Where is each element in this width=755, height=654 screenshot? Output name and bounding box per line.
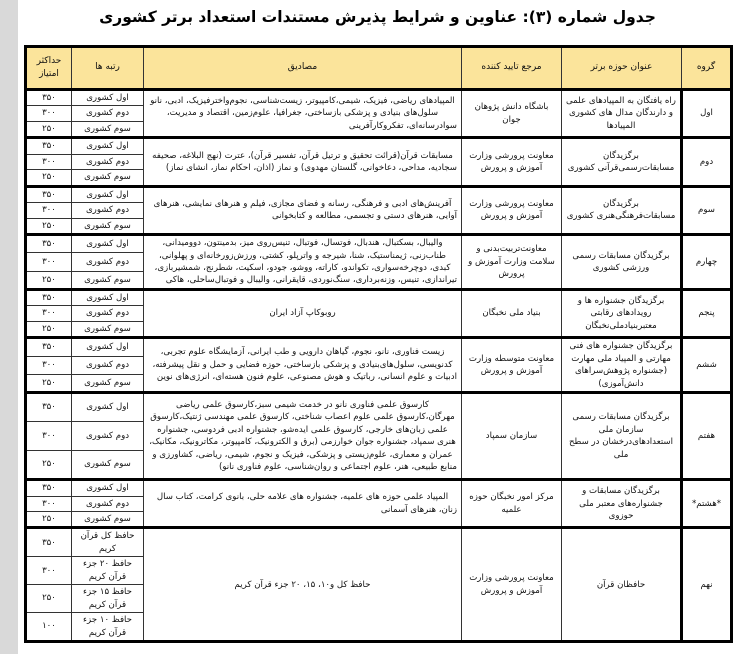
examples: زیست فناوری، نانو، نجوم، گیاهان دارویی و طب ایرانی، آزمایشگاه علوم تجربی، کدنویسی، سلول‌های‌بنیادی و پزشکی بازساختی، حوزه فضایی و حمل و نقل پیشرفته، ادبیات و علوم انسانی، رباتیک و هوش مصنوعی، علوم فنون هسته‌ای، انرژی‌های نوین	[144, 338, 462, 393]
rank-label: دوم کشوری	[72, 253, 144, 271]
rank-label: حافظ ۲۰ جزء قرآن کریم	[72, 557, 144, 585]
field-title: برگزیدگان مسابقات رسمی ورزشی کشوری	[562, 235, 682, 290]
group-name: پنجم	[682, 289, 732, 337]
rank-label: دوم کشوری	[72, 203, 144, 218]
rank-label: سوم کشوری	[72, 511, 144, 527]
table-title: جدول شماره (۳): عناوین و شرایط پذیرش مستندات استعداد برتر کشوری	[99, 8, 656, 26]
verifier: معاونت‌تربیت‌بدنی و سلامت وزارت آموزش و پرورش	[462, 235, 562, 290]
field-title: برگزیدگان مسابقات‌فرهنگی‌هنری کشوری	[562, 186, 682, 234]
group-name: هفتم	[682, 393, 732, 480]
rank-label: اول کشوری	[72, 393, 144, 422]
header-group: گروه	[682, 47, 732, 90]
examples: آفرینش‌های ادبی و فرهنگی، رسانه و فضای مجازی، فیلم و هنرهای نمایشی، هنرهای آوایی، هنرهای دستی و تجسمی، مطالعه و کتابخوانی	[144, 186, 462, 234]
max-score-value: ۳۰۰	[26, 496, 72, 511]
header-row	[26, 47, 732, 90]
max-score-value: ۳۰۰	[26, 422, 72, 451]
rank-label: اول کشوری	[72, 90, 144, 106]
verifier: باشگاه دانش پژوهان جوان	[462, 90, 562, 138]
max-score-value: ۲۵۰	[26, 271, 72, 289]
group-name: نهم	[682, 528, 732, 642]
rank-label: اول کشوری	[72, 138, 144, 154]
verifier: معاونت پرورشی وزارت آموزش و پرورش	[462, 528, 562, 642]
max-score-value: ۳۵۰	[26, 90, 72, 106]
table-row	[26, 138, 732, 154]
rank-label: دوم کشوری	[72, 496, 144, 511]
group-name: *هشتم*	[682, 480, 732, 528]
rank-label: سوم کشوری	[72, 374, 144, 392]
max-score-value: ۱۰۰	[26, 613, 72, 642]
rank-label: حافظ کل قرآن کریم	[72, 528, 144, 557]
table-row	[26, 480, 732, 496]
examples: حافظ کل و۱۰، ۱۵، ۲۰ جزء قرآن کریم	[144, 528, 462, 642]
max-score-value: ۳۵۰	[26, 528, 72, 557]
rank-label: سوم کشوری	[72, 271, 144, 289]
rank-label: دوم کشوری	[72, 154, 144, 169]
field-title: برگزیدگان مسابقات‌رسمی‌قرآنی کشوری	[562, 138, 682, 186]
verifier: مرکز امور نخبگان حوزه علمیه	[462, 480, 562, 528]
max-score-value: ۳۰۰	[26, 253, 72, 271]
max-score-value: ۳۰۰	[26, 154, 72, 169]
rank-label: اول کشوری	[72, 338, 144, 356]
max-score-value: ۳۰۰	[26, 557, 72, 585]
max-score-value: ۲۵۰	[26, 374, 72, 392]
max-score-value: ۳۵۰	[26, 480, 72, 496]
table-row	[26, 235, 732, 253]
field-title: حافظان قرآن	[562, 528, 682, 642]
field-title: راه یافتگان به المپیادهای علمی و دارندگان مدال های کشوری المپیادها	[562, 90, 682, 138]
examples: والیبال، بسکتبال، هندبال، فوتسال، فوتبال، تنیس‌روی میز، بدمینتون، دوومیدانی، طناب‌زنی، ژیمناستیک، شنا، شیرجه و واترپلو، کشتی، ورزش‌زورخانه‌ای و پهلوانی، کبدی، دوچرخه‌سواری، تکواندو، کاراته، ووشو، جودو، اسکیت، شطرنج، شمشیربازی، تیراندازی، تنیس، وزنه‌برداری، سنگ‌نوردی، قایقرانی، والیبال و فوتبال‌ساحلی، هاکی	[144, 235, 462, 290]
group-name: ششم	[682, 338, 732, 393]
rank-label: دوم کشوری	[72, 306, 144, 321]
examples: مسابقات قرآن(قرائت تحقیق و ترتیل قرآن، تفسیر قرآن)، عترت (نهج البلاغه، صحیفه سجادیه، مداحی، دعاخوانی، گلستان مهدوی) و نماز (اذان، احکام نماز، انشای نماز)	[144, 138, 462, 186]
max-score-value: ۲۵۰	[26, 585, 72, 613]
verifier: معاونت پرورشی وزارت آموزش و پرورش	[462, 138, 562, 186]
max-score-value: ۲۵۰	[26, 451, 72, 480]
max-score-value: ۳۵۰	[26, 289, 72, 305]
rank-label: سوم کشوری	[72, 321, 144, 337]
max-score-value: ۳۵۰	[26, 393, 72, 422]
rank-label: دوم کشوری	[72, 422, 144, 451]
examples: المپیادهای ریاضی، فیزیک، شیمی،کامپیوتر، زیست‌شناسی، نجوم‌واخترفیزیک، ادبی، نانو سلول‌های بنیادی و پزشکی بازساختی، جغرافیا، علوم‌زمین، اقتصاد و مدیریت، سوادرسانه‌ای، تفکروکارآفرینی	[144, 90, 462, 138]
rank-label: دوم کشوری	[72, 106, 144, 121]
table-row	[26, 90, 732, 106]
rank-label: اول کشوری	[72, 289, 144, 305]
header-examples: مصادیق	[144, 47, 462, 90]
rank-label: حافظ ۱۰ جزء قرآن کریم	[72, 613, 144, 642]
max-score-value: ۳۰۰	[26, 356, 72, 374]
max-score-value: ۳۰۰	[26, 203, 72, 218]
rank-label: سوم کشوری	[72, 170, 144, 186]
max-score-value: ۲۵۰	[26, 218, 72, 234]
group-name: چهارم	[682, 235, 732, 290]
examples: کارسوق علمی فناوری نانو در خدمت شیمی سبز،کارسوق علمی ریاضی مهرگان،کارسوق علمی علوم اعصاب شناختی، کارسوق علمی مهندسی ژنتیک،کارسوق علمی زبان‌های خارجی، کارسوق علمی ایده‌شو، جشنواره ادبی فردوسی، جشنواره هنری سمپاد، جشنواره جوان خوارزمی (برق و الکترونیک، کامپیوتر، مکاترونیک، مکانیک، عمران و معماری، علوم‌زیستی و پزشکی، فیزیک و نجوم، شیمی، ریاضی، کشاورزی و منابع طبیعی، هنر، علوم اجتماعی و روان‌شناسی، علوم فناوری نانو)	[144, 393, 462, 480]
rank-label: سوم کشوری	[72, 451, 144, 480]
field-title: برگزیدگان جشنواره های فنی مهارتی و المپیاد ملی مهارت (جشنواره پژوهش‌سراهای دانش‌آموزی)	[562, 338, 682, 393]
rank-label: سوم کشوری	[72, 121, 144, 137]
max-score-value: ۳۵۰	[26, 138, 72, 154]
page-margin-strip	[0, 0, 18, 654]
max-score-value: ۳۵۰	[26, 235, 72, 253]
header-verifier: مرجع تایید کننده	[462, 47, 562, 90]
header-ranks: رتبه ها	[72, 47, 144, 90]
rank-label: دوم کشوری	[72, 356, 144, 374]
table-row	[26, 186, 732, 202]
max-score-value: ۳۰۰	[26, 106, 72, 121]
table-row	[26, 528, 732, 557]
table-body	[26, 90, 732, 642]
max-score-value: ۲۵۰	[26, 511, 72, 527]
table-row	[26, 289, 732, 305]
examples: المپیاد علمی حوزه های علمیه، جشنواره های علامه حلی، بانوی کرامت، کتاب سال زنان، هنرهای آسمانی	[144, 480, 462, 528]
rank-label: اول کشوری	[72, 480, 144, 496]
field-title: برگزیدگان مسابقات رسمی سازمان ملی استعدادهای‌درخشان در سطح ملی	[562, 393, 682, 480]
verifier: سازمان سمپاد	[462, 393, 562, 480]
header-max-score: حداکثر امتیاز	[26, 47, 72, 90]
talent-criteria-table	[24, 45, 733, 643]
header-field-title: عنوان حوزه برتر	[562, 47, 682, 90]
max-score-value: ۲۵۰	[26, 321, 72, 337]
max-score-value: ۳۵۰	[26, 186, 72, 202]
group-name: سوم	[682, 186, 732, 234]
group-name: اول	[682, 90, 732, 138]
verifier: معاونت پرورشی وزارت آموزش و پرورش	[462, 186, 562, 234]
rank-label: اول کشوری	[72, 235, 144, 253]
verifier: بنیاد ملی نخبگان	[462, 289, 562, 337]
max-score-value: ۳۰۰	[26, 306, 72, 321]
field-title: برگزیدگان مسابقات و جشنواره‌های معتبر ملی حوزوی	[562, 480, 682, 528]
field-title: برگزیدگان جشنواره ها و رویدادهای رقابتی معتبربنیادملی‌نخبگان	[562, 289, 682, 337]
group-name: دوم	[682, 138, 732, 186]
rank-label: سوم کشوری	[72, 218, 144, 234]
table-row	[26, 393, 732, 422]
examples: روبوکاپ آزاد ایران	[144, 289, 462, 337]
max-score-value: ۳۵۰	[26, 338, 72, 356]
table-row	[26, 338, 732, 356]
max-score-value: ۲۵۰	[26, 121, 72, 137]
max-score-value: ۲۵۰	[26, 170, 72, 186]
rank-label: حافظ ۱۵ جزء قرآن کریم	[72, 585, 144, 613]
verifier: معاونت متوسطه وزارت آموزش و پرورش	[462, 338, 562, 393]
rank-label: اول کشوری	[72, 186, 144, 202]
